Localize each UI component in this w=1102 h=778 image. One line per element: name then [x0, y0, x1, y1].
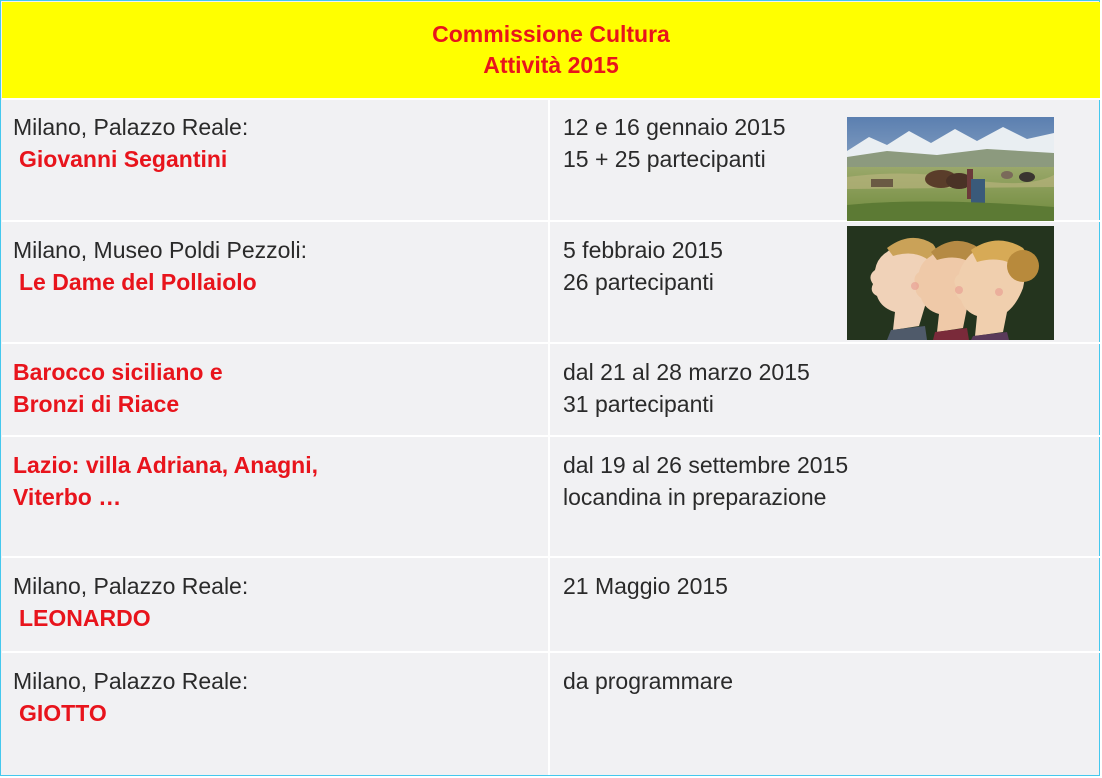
table-header — [2, 2, 1100, 100]
event-title: Lazio: villa Adriana, Anagni, — [13, 452, 319, 478]
event-date: 21 Maggio 2015 — [563, 573, 728, 599]
event-cell — [2, 653, 550, 775]
table-row — [2, 653, 1100, 775]
event-title: GIOTTO — [19, 700, 107, 726]
participants: 26 partecipanti — [563, 269, 714, 295]
pollaiolo-portraits-image — [847, 226, 1054, 340]
table-row — [2, 222, 1100, 344]
segantini-painting-image — [847, 117, 1054, 221]
venue-label: Milano, Museo Poldi Pezzoli: — [13, 237, 308, 263]
venue-label: Milano, Palazzo Reale: — [13, 573, 249, 599]
header-subtitle: Attività 2015 — [483, 52, 619, 78]
header-title: Commissione Cultura — [432, 21, 670, 47]
schedule-cell — [552, 558, 1100, 651]
schedule-cell — [552, 437, 1100, 556]
table-row — [2, 437, 1100, 558]
status-note: locandina in preparazione — [563, 484, 827, 510]
participants: 15 + 25 partecipanti — [563, 146, 766, 172]
table-row — [2, 344, 1100, 437]
venue-label: Milano, Palazzo Reale: — [13, 114, 249, 140]
participants: 31 partecipanti — [563, 391, 714, 417]
event-title: Giovanni Segantini — [19, 146, 228, 172]
event-title: LEONARDO — [19, 605, 151, 631]
event-title: Barocco siciliano e — [13, 359, 223, 385]
table-row — [2, 558, 1100, 653]
schedule-cell — [552, 653, 1100, 775]
event-cell — [2, 558, 550, 651]
event-date: 12 e 16 gennaio 2015 — [563, 114, 786, 140]
event-date: dal 21 al 28 marzo 2015 — [563, 359, 810, 385]
event-title-continued: Viterbo … — [13, 484, 122, 510]
event-date: 5 febbraio 2015 — [563, 237, 723, 263]
event-title: Le Dame del Pollaiolo — [19, 269, 257, 295]
event-cell — [2, 437, 550, 556]
event-cell — [2, 222, 550, 342]
venue-label: Milano, Palazzo Reale: — [13, 668, 249, 694]
event-cell — [2, 344, 550, 435]
event-title-continued: Bronzi di Riace — [13, 391, 180, 417]
event-date: da programmare — [563, 668, 734, 694]
schedule-cell — [552, 344, 1100, 435]
table-row — [2, 99, 1100, 222]
event-date: dal 19 al 26 settembre 2015 — [563, 452, 849, 478]
event-cell — [2, 99, 550, 220]
